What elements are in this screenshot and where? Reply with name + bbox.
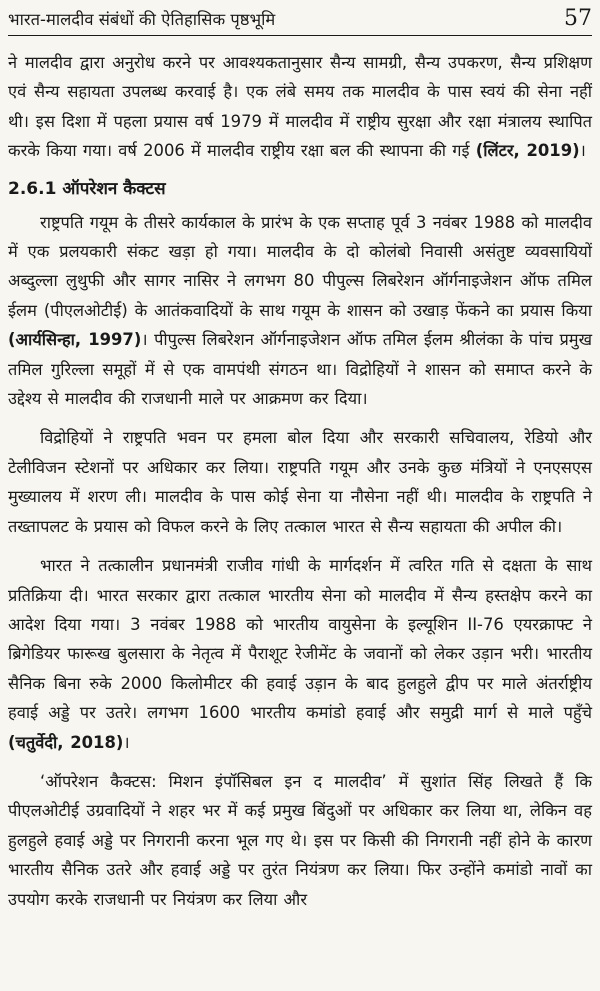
paragraph-4: [8, 551, 592, 757]
paragraph-1: [8, 48, 592, 166]
citation-linter-2019: (लिंटर, 2019): [475, 141, 580, 161]
paragraph-3-text: विद्रोहियों ने राष्ट्रपति भवन पर हमला बोल दिया और सरकारी सचिवालय, रेडियो और टेलीविजन स्टेशनों पर अधिकार कर लिया। राष्ट्रपति गयूम और उनके कुछ मंत्रियों ने एनएसएस मुख्यालय में शरण ली। मालदीव के पास कोई सेना या नौसेना नहीं थी। मालदीव के राष्ट्रपति ने तख्तापलट के प्रयास को विफल करने के लिए तत्काल भारत से सैन्य सहायता की अपील की।: [8, 428, 592, 536]
running-header: [8, 6, 592, 36]
paragraph-1-tail: ।: [579, 141, 586, 161]
paragraph-4-tail: ।: [123, 732, 130, 752]
page-number: 57: [564, 6, 592, 31]
paragraph-2-tail: । पीपुल्स लिबरेशन ऑर्गनाइजेशन ऑफ तमिल ईलम श्रीलंका के पांच प्रमुख तमिल गुरिल्ला समूहों में से एक वामपंथी संगठन था। विद्रोहियों ने शासन को समाप्त करने के उद्देश्य से मालदीव की राजधानी माले पर आक्रमण कर दिया।: [8, 330, 592, 409]
section-heading: [8, 176, 592, 202]
paragraph-2-text: राष्ट्रपति गयूम के तीसरे कार्यकाल के प्रारंभ के एक सप्ताह पूर्व 3 नवंबर 1988 को मालदीव में एक प्रलयकारी संकट खड़ा हो गया। मालदीव के दो कोलंबो निवासी असंतुष्ट व्यवसायियों अब्दुल्ला लुथुफी और सागर नासिर ने लगभग 80 पीपुल्स लिबरेशन ऑर्गनाइजेशन ऑफ तमिल ईलम (पीएलओटीई) के आतंकवादियों के साथ गयूम के शासन को उखाड़ फेंकने का प्रयास किया: [8, 212, 592, 320]
paragraph-5: [8, 767, 592, 914]
paragraph-1-text: ने मालदीव द्वारा अनुरोध करने पर आवश्यकतानुसार सैन्य सामग्री, सैन्य उपकरण, सैन्य प्रशिक्षण एवं सैन्य सहायता उपलब्ध करवाई है। एक लंबे समय तक मालदीव के पास स्वयं की सेना नहीं थी। इस दिशा में पहला प्रयास वर्ष 1979 में मालदीव में राष्ट्रीय सुरक्षा और रक्षा मंत्रालय स्थापित करके किया गया। वर्ष 2006 में मालदीव राष्ट्रीय रक्षा बल की स्थापना की गई: [8, 53, 592, 161]
citation-aryasinha-1997: (आर्यसिन्हा, 1997): [8, 330, 142, 350]
running-title: भारत-मालदीव संबंधों की ऐतिहासिक पृष्ठभूमि: [8, 10, 276, 29]
paragraph-2: [8, 208, 592, 414]
section-number: 2.6.1: [8, 178, 57, 199]
section-title: ऑपरेशन कैक्टस: [62, 178, 166, 199]
paragraph-4-text: भारत ने तत्कालीन प्रधानमंत्री राजीव गांधी के मार्गदर्शन में त्वरित गति से दक्षता के साथ प्रतिक्रिया दी। भारत सरकार द्वारा तत्काल भारतीय सेना को मालदीव में सैन्य हस्तक्षेप करने का आदेश दिया गया। 3 नवंबर 1988 को भारतीय वायुसेना के इल्यूशिन II-76 एयरक्राफ्ट ने ब्रिगेडियर फारूख बुलसारा के नेतृत्व में पैराशूट रेजीमेंट के जवानों को लेकर उड़ान भरी। भारतीय सैनिक बिना रुके 2000 किलोमीटर की हवाई उड़ान के बाद हुलहुले द्वीप पर माले अंतर्राष्ट्रीय हवाई अड्डे पर उतरे। लगभग 1600 भारतीय कमांडो हवाई और समुद्री मार्ग से माले पहुँचे: [8, 556, 592, 723]
paragraph-5-text: ‘ऑपरेशन कैक्टस: मिशन इंपॉसिबल इन द मालदीव’ में सुशांत सिंह लिखते हैं कि पीएलओटीई उग्रवादियों ने शहर भर में कई प्रमुख बिंदुओं पर अधिकार कर लिया था, लेकिन वह हुलहुले हवाई अड्डे पर निगरानी करना भूल गए थे। इस पर किसी की निगरानी नहीं होने के कारण भारतीय सैनिक उतरे और हवाई अड्डे पर तुरंत नियंत्रण कर लिया। फिर उन्होंने कमांडो नावों का उपयोग करके राजधानी पर नियंत्रण कर लिया और: [8, 771, 592, 909]
citation-chaturvedi-2018: (चतुर्वेदी, 2018): [8, 732, 124, 752]
paragraph-3: [8, 423, 592, 541]
